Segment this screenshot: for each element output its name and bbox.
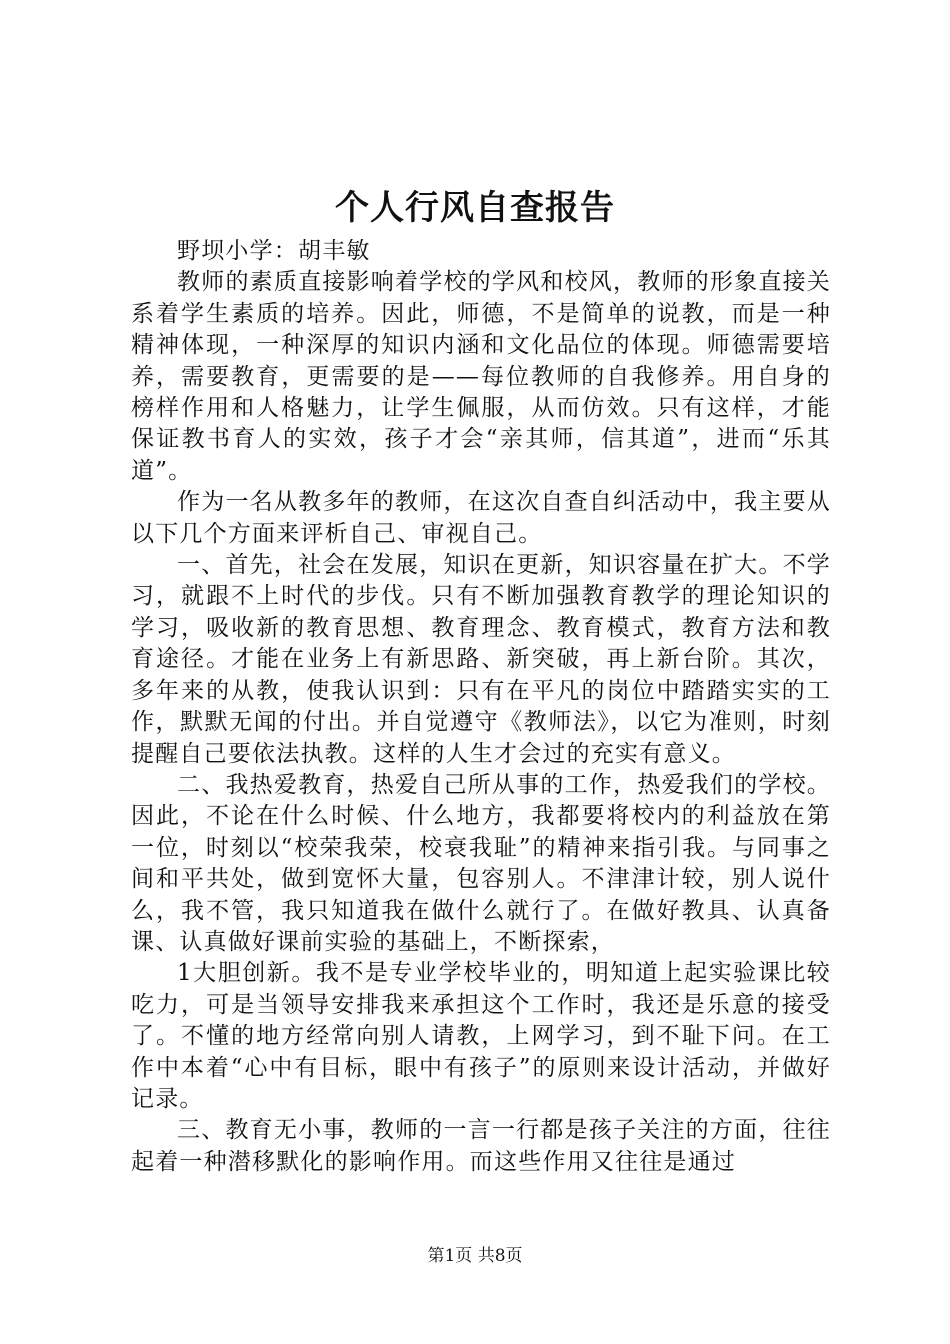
paragraph: 1大胆创新。我不是专业学校毕业的，明知道上起实验课比较吃力，可是当领导安排我来承担这个工作时，我还是乐意的接受了。不懂的地方经常向别人请教，上网学习，到不耻下问。在工作中本着“心中有目标，眼中有孩子”的原则来设计活动，并做好记录。 <box>131 960 831 1112</box>
paragraph: 教师的素质直接影响着学校的学风和校风，教师的形象直接关系着学生素质的培养。因此，师德，不是简单的说教，而是一种精神体现，一种深厚的知识内涵和文化品位的体现。师德需要培养，需要教育，更需要的是——每位教师的自我修养。用自身的榜样作用和人格魅力，让学生佩服，从而仿效。只有这样，才能保证教书育人的实效，孩子才会“亲其师，信其道”，进而“乐其道”。 <box>131 269 831 484</box>
paragraph: 二、我热爱教育，热爱自己所从事的工作，热爱我们的学校。因此，不论在什么时候、什么地方，我都要将校内的利益放在第一位，时刻以“校荣我荣，校衰我耻”的精神来指引我。与同事之间和平共处，做到宽怀大量，包容别人。不津津计较，别人说什么，我不管，我只知道我在做什么就行了。在做好教具、认真备课、认真做好课前实验的基础上，不断探索， <box>131 771 831 955</box>
paragraph: 三、教育无小事，教师的一言一行都是孩子关注的方面，往往起着一种潜移默化的影响作用。而这些作用又往往是通过 <box>131 1117 831 1175</box>
page-footer: 第1页 共8页 <box>427 1246 523 1266</box>
author-line: 野坝小学：胡丰敏 <box>177 238 371 264</box>
paragraph: 作为一名从教多年的教师，在这次自查自纠活动中，我主要从以下几个方面来评析自己、审视自己。 <box>131 489 831 547</box>
paragraph: 一、首先，社会在发展，知识在更新，知识容量在扩大。不学习，就跟不上时代的步伐。只有不断加强教育教学的理论知识的学习，吸收新的教育思想、教育理念、教育模式，教育方法和教育途径。才能在业务上有新思路、新突破，再上新台阶。其次，多年来的从教，使我认识到：只有在平凡的岗位中踏踏实实的工作，默默无闻的付出。并自觉遵守《教师法》，以它为准则，时刻提醒自己要依法执教。这样的人生才会过的充实有意义。 <box>131 552 831 767</box>
document-title: 个人行风自查报告 <box>335 188 615 228</box>
document-body <box>131 236 831 1178</box>
